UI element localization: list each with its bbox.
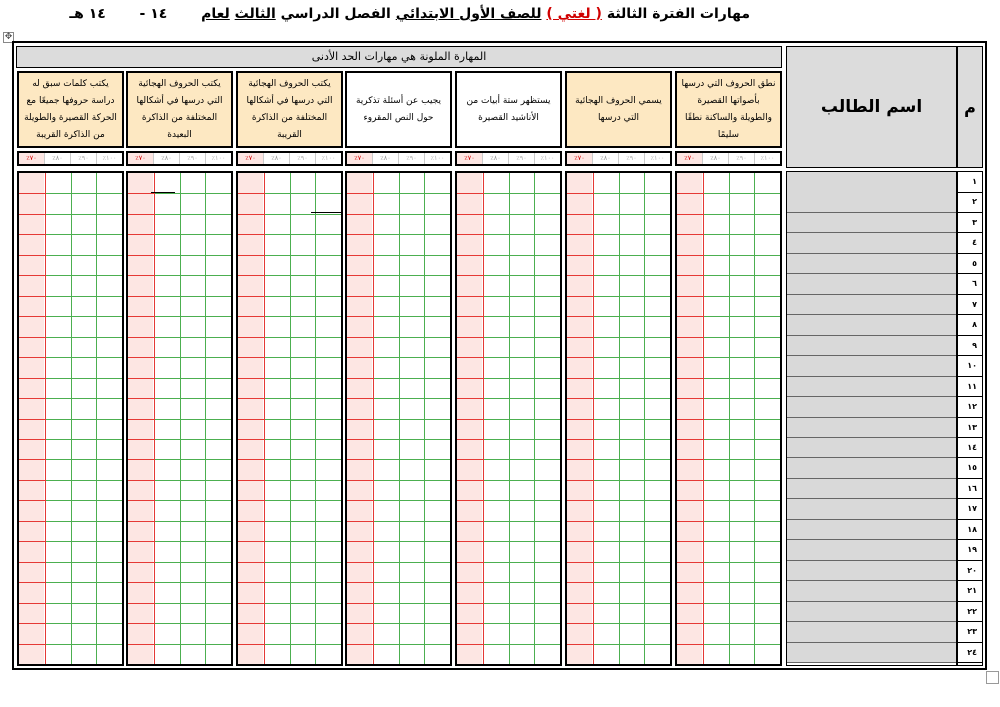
row-number: ٢٤ — [958, 643, 982, 664]
score-grid[interactable] — [675, 171, 782, 666]
row-number: ٨ — [958, 315, 982, 336]
row-number: ٣ — [958, 213, 982, 234]
row-number: ١٦ — [958, 479, 982, 500]
student-name-cell[interactable] — [787, 172, 956, 193]
row-number: ٧ — [958, 295, 982, 316]
percentage-label: ٪٨٠ — [592, 153, 618, 164]
percentage-label: ٪٨٠ — [44, 153, 70, 164]
percentage-label: ٪١٠٠ — [534, 153, 560, 164]
percentage-label: ٪٧٠ — [457, 153, 482, 164]
title-semester: الفصل الدراسي — [280, 6, 391, 22]
row-number: ٢١ — [958, 581, 982, 602]
grid-mark — [151, 192, 175, 193]
row-number: ٢٣ — [958, 622, 982, 643]
score-grid[interactable] — [345, 171, 452, 666]
student-name-cell[interactable] — [787, 192, 956, 213]
percentage-row — [17, 151, 124, 166]
student-name-cell[interactable] — [787, 315, 956, 336]
student-name-cell[interactable] — [787, 499, 956, 520]
title-year-label: لعام — [201, 6, 230, 22]
row-number: ٩ — [958, 336, 982, 357]
title-subject: ( لغتي ) — [546, 6, 602, 22]
percentage-row — [565, 151, 672, 166]
student-name-cell[interactable] — [787, 377, 956, 398]
skill-header: يجيب عن أسئلة تذكرية حول النص المقروء — [345, 71, 452, 148]
student-name-cell[interactable] — [787, 213, 956, 234]
title-prefix: مهارات الفترة الثالثة — [606, 6, 750, 22]
percentage-label: ٪٨٠ — [153, 153, 179, 164]
student-name-header: اسم الطالب — [786, 46, 957, 168]
percentage-label: ٪١٠٠ — [205, 153, 231, 164]
score-grid[interactable] — [565, 171, 672, 666]
row-number: ٦ — [958, 274, 982, 295]
title-grade: للصف الأول الابتدائي — [395, 6, 542, 22]
row-number: ٢٠ — [958, 561, 982, 582]
row-number: ٤ — [958, 233, 982, 254]
percentage-label: ٪٩٠ — [289, 153, 315, 164]
percentage-label: ٪١٠٠ — [315, 153, 341, 164]
percentage-label: ٪٨٠ — [263, 153, 289, 164]
student-name-cell[interactable] — [787, 643, 956, 664]
grid-mark — [311, 212, 341, 213]
percentage-label: ٪٨٠ — [702, 153, 728, 164]
student-name-cell[interactable] — [787, 274, 956, 295]
percentage-label: ٪١٠٠ — [96, 153, 122, 164]
row-number: ١٢ — [958, 397, 982, 418]
percentage-label: ٪١٠٠ — [644, 153, 670, 164]
row-number: ١٩ — [958, 540, 982, 561]
student-name-cell[interactable] — [787, 295, 956, 316]
student-name-column — [786, 171, 957, 666]
skill-header: يكتب كلمات سبق له دراسة حروفها جميعًا مع الحركة القصيرة والطويلة من الذاكرة القريبة — [17, 71, 124, 148]
percentage-label: ٪١٠٠ — [754, 153, 780, 164]
row-number-header: م — [957, 46, 983, 168]
percentage-label: ٪٩٠ — [398, 153, 424, 164]
percentage-label: ٪٧٠ — [128, 153, 153, 164]
student-name-cell[interactable] — [787, 254, 956, 275]
percentage-label: ٪٩٠ — [728, 153, 754, 164]
score-grid[interactable] — [455, 171, 562, 666]
percentage-row — [126, 151, 233, 166]
percentage-label: ٪٧٠ — [238, 153, 263, 164]
student-name-cell[interactable] — [787, 520, 956, 541]
student-name-cell[interactable] — [787, 458, 956, 479]
row-number: ١٠ — [958, 356, 982, 377]
row-number: ١٧ — [958, 499, 982, 520]
row-number: ٢ — [958, 192, 982, 213]
title-year-b: ١٤ هـ — [69, 6, 106, 22]
skill-header: نطق الحروف التي درسها بأصواتها القصيرة والطويلة والساكنة نطقًا سليمًا — [675, 71, 782, 148]
row-number: ٥ — [958, 254, 982, 275]
student-name-cell[interactable] — [787, 561, 956, 582]
student-name-cell[interactable] — [787, 581, 956, 602]
score-grid[interactable] — [17, 171, 124, 666]
percentage-label: ٪٩٠ — [508, 153, 534, 164]
student-name-cell[interactable] — [787, 418, 956, 439]
row-number: ١٤ — [958, 438, 982, 459]
percentage-label: ٪٩٠ — [179, 153, 205, 164]
student-name-cell[interactable] — [787, 233, 956, 254]
percentage-row — [345, 151, 452, 166]
percentage-label: ٪٩٠ — [618, 153, 644, 164]
row-number: ١ — [958, 172, 982, 193]
percentage-label: ٪٨٠ — [482, 153, 508, 164]
skill-header: يستظهر ستة أبيات من الأناشيد القصيرة — [455, 71, 562, 148]
minimum-skills-banner: المهارة الملونة هي مهارات الحد الأدنى — [16, 46, 782, 68]
percentage-label: ٪٧٠ — [567, 153, 592, 164]
percentage-row — [455, 151, 562, 166]
title-year-a: ١٤ - — [139, 6, 168, 22]
table-move-handle-icon[interactable]: ✥ — [4, 32, 13, 42]
percentage-row — [675, 151, 782, 166]
row-number: ١١ — [958, 377, 982, 398]
percentage-label: ٪٨٠ — [372, 153, 398, 164]
percentage-label: ٪٩٠ — [70, 153, 96, 164]
skill-header: يكتب الحروف الهجائية التي درسها في أشكالها المختلفة من الذاكرة القريبة — [236, 71, 343, 148]
skill-header: يكتب الحروف الهجائية التي درسها في أشكالها المختلفة من الذاكرة البعيدة — [126, 71, 233, 148]
score-grid[interactable] — [236, 171, 343, 666]
student-name-cell[interactable] — [787, 622, 956, 643]
percentage-label: ٪٧٠ — [19, 153, 44, 164]
row-number: ١٥ — [958, 458, 982, 479]
student-name-cell[interactable] — [787, 438, 956, 459]
percentage-label: ٪٧٠ — [347, 153, 372, 164]
page-title — [69, 6, 750, 22]
student-name-cell[interactable] — [787, 602, 956, 623]
percentage-label: ٪٧٠ — [677, 153, 702, 164]
student-name-cell[interactable] — [787, 479, 956, 500]
skill-header: يسمي الحروف الهجائية التي درسها — [565, 71, 672, 148]
title-semester-name: الثالث — [234, 6, 276, 22]
student-name-cell[interactable] — [787, 397, 956, 418]
row-number: ١٨ — [958, 520, 982, 541]
table-resize-handle[interactable] — [986, 671, 999, 684]
row-number-column — [957, 171, 983, 666]
row-number: ١٣ — [958, 418, 982, 439]
student-name-cell[interactable] — [787, 356, 956, 377]
percentage-label: ٪١٠٠ — [424, 153, 450, 164]
percentage-row — [236, 151, 343, 166]
row-number: ٢٢ — [958, 602, 982, 623]
student-name-cell[interactable] — [787, 336, 956, 357]
score-grid[interactable] — [126, 171, 233, 666]
student-name-cell[interactable] — [787, 540, 956, 561]
